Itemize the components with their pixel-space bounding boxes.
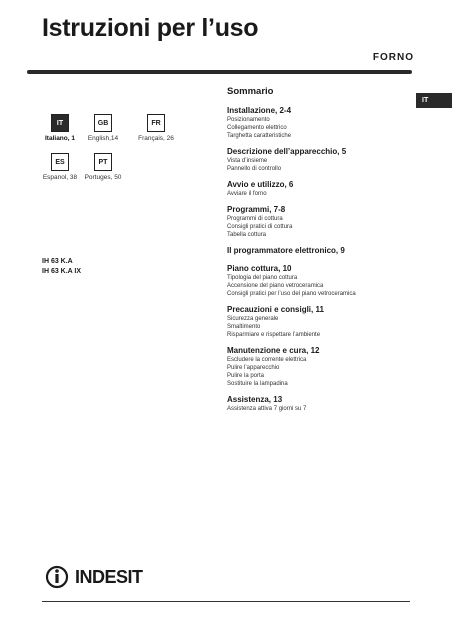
toc-section <box>227 346 417 388</box>
indesit-logo-icon <box>42 565 72 589</box>
toc-section <box>227 180 417 198</box>
model-item: IH 63 K.A IX <box>42 268 82 275</box>
language-label: Espanol, 38 <box>42 174 78 181</box>
toc-item: Accensione del piano vetroceramica <box>227 283 324 289</box>
language-label: English,14 <box>87 135 119 142</box>
page-title: Istruzioni per l’uso <box>42 14 259 42</box>
toc-item: Posizionamento <box>227 117 270 123</box>
language-tab: IT <box>416 93 452 108</box>
toc-item: Targhetta caratteristiche <box>227 133 292 139</box>
toc-section <box>227 246 417 256</box>
toc-item: Collegamento elettrico <box>227 125 287 131</box>
table-of-contents <box>227 86 417 420</box>
toc-item: Programmi di cottura <box>227 216 283 222</box>
toc-section <box>227 395 417 413</box>
toc-section-title[interactable]: Descrizione dell’apparecchio, 5 <box>227 147 347 156</box>
toc-section-title[interactable]: Avvio e utilizzo, 6 <box>227 180 294 189</box>
toc-item: Vista d’insieme <box>227 158 268 164</box>
language-code-box: GB <box>94 114 112 132</box>
toc-item: Assistenza attiva 7 giorni su 7 <box>227 406 307 412</box>
toc-item: Tipologia del piano cottura <box>227 275 298 281</box>
toc-item: Pulire la porta <box>227 373 265 379</box>
toc-section-title[interactable]: Il programmatore elettronico, 9 <box>227 246 345 255</box>
toc-section <box>227 305 417 339</box>
footer-divider <box>42 601 410 602</box>
toc-item: Pannello di controllo <box>227 166 282 172</box>
language-code-box: PT <box>94 153 112 171</box>
toc-item: Consigli pratici per l’uso del piano vetroceramica <box>227 291 356 297</box>
toc-section-title[interactable]: Precauzioni e consigli, 11 <box>227 305 324 314</box>
toc-section <box>227 264 417 298</box>
toc-item: Escludere la corrente elettrica <box>227 357 307 363</box>
toc-section-title[interactable]: Assistenza, 13 <box>227 395 283 404</box>
toc-item: Smaltimento <box>227 324 261 330</box>
toc-item: Sicurezza generale <box>227 316 279 322</box>
header-divider <box>27 70 412 74</box>
language-code-box: ES <box>51 153 69 171</box>
model-item: IH 63 K.A <box>42 258 73 265</box>
language-option-gb[interactable] <box>73 114 133 142</box>
model-list <box>42 257 81 277</box>
toc-item: Pulire l’apparecchio <box>227 365 280 371</box>
brand-name: INDESIT <box>75 566 143 587</box>
toc-section-title[interactable]: Installazione, 2-4 <box>227 106 292 115</box>
toc-section-title[interactable]: Piano cottura, 10 <box>227 264 292 273</box>
toc-item: Avviare il forno <box>227 191 267 197</box>
language-label: Italiano, 1 <box>45 135 75 142</box>
language-code-box: FR <box>147 114 165 132</box>
toc-section-title[interactable]: Manutenzione e cura, 12 <box>227 346 320 355</box>
language-option-fr[interactable] <box>126 114 186 142</box>
language-label: Français, 26 <box>138 135 174 142</box>
language-option-pt[interactable] <box>73 153 133 181</box>
language-label: Portuges, 50 <box>84 174 122 181</box>
toc-section <box>227 205 417 239</box>
toc-item: Risparmiare e rispettare l’ambiente <box>227 332 321 338</box>
toc-section-title[interactable]: Programmi, 7-8 <box>227 205 286 214</box>
toc-item: Tabella cottura <box>227 232 267 238</box>
toc-item: Consigli pratici di cottura <box>227 224 293 230</box>
language-code-box: IT <box>51 114 69 132</box>
brand-logo <box>42 565 143 589</box>
toc-item: Sostituire la lampadina <box>227 381 288 387</box>
product-type: FORNO <box>372 52 414 63</box>
toc-section <box>227 147 417 173</box>
toc-section <box>227 106 417 140</box>
toc-heading: Sommario <box>227 86 274 97</box>
